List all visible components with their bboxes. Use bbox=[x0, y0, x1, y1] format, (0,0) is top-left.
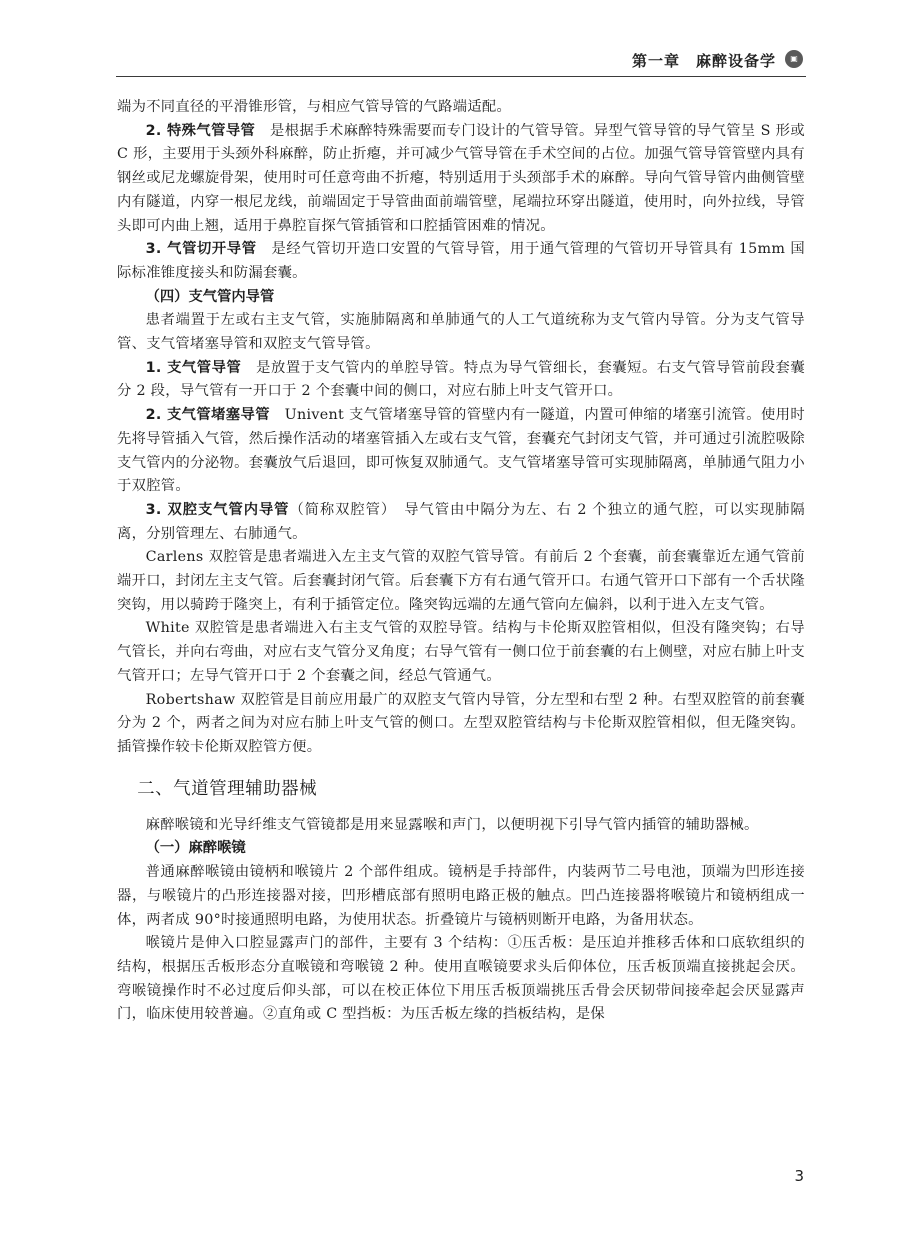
paragraph: 喉镜片是伸入口腔显露声门的部件，主要有 3 个结构：①压舌板：是压迫并推移舌体和口底软组织的结构，根据压舌板形态分直喉镜和弯喉镜 2 种。使用直喉镜要求头后仰体位，压舌板顶端直接挑起会厌。弯喉镜操作时不必过度后仰头部，可以在校正体位下用压舌板顶端挑压舌骨会厌韧带间接牵起会厌显露声门，临床使用较普遍。②直角或 C 型挡板：为压舌板左缘的挡板结构，是保 bbox=[117, 935, 805, 1023]
chapter-title: 第一章 麻醉设备学 bbox=[631, 52, 776, 70]
item-heading-note: （简称双腔管） bbox=[289, 501, 389, 518]
paragraph bbox=[117, 357, 805, 404]
item-heading: 2. 支气管堵塞导管 bbox=[145, 407, 270, 424]
paragraph: Robertshaw 双腔管是目前应用最广的双腔支气管内导管，分左型和右型 2 种。右型双腔管的前套囊分为 2 个，两者之间为对应右肺上叶支气管的侧口。左型双腔管结构与卡伦斯双腔管相似，但无隆突钩。插管操作较卡伦斯双腔管方便。 bbox=[117, 691, 805, 755]
item-heading: 1. 支气管导管 bbox=[145, 359, 242, 376]
section-heading: 二、气道管理辅助器械 bbox=[137, 778, 318, 799]
subsection-heading: （四）支气管内导管 bbox=[145, 288, 275, 305]
paragraph bbox=[117, 499, 805, 546]
paragraph bbox=[117, 120, 805, 239]
paragraph: 麻醉喉镜和光导纤维支气管镜都是用来显露喉和声门，以便明视下引导气管内插管的辅助器械。 bbox=[145, 816, 759, 833]
paragraph-text: 是放置于支气管内的单腔导管。特点为导气管细长，套囊短。右支气管导管前段套囊分 2 段，导气管有一开口于 2 个套囊中间的侧口，对应右肺上叶支气管开口。 bbox=[117, 359, 805, 400]
paragraph: 患者端置于左或右主支气管，实施肺隔离和单肺通气的人工气道统称为支气管内导管。分为支气管导管、支气管堵塞导管和双腔支气管导管。 bbox=[117, 312, 805, 353]
paragraph-text: 是经气管切开造口安置的气管导管，用于通气管理的气管切开导管具有 15mm 国际标准锥度接头和防漏套囊。 bbox=[117, 241, 806, 281]
paragraph-text: Univent 支气管堵塞导管的管壁内有一隧道，内置可伸缩的堵塞引流管。使用时先将导管插入气管，然后操作活动的堵塞管插入左或右支气管，套囊充气封闭支气管，并可通过引流腔吸除支气管内的分泌物。套囊放气后退回，即可恢复双肺通气。支气管堵塞导管可实现肺隔离，单肺通气阻力小于双腔管。 bbox=[117, 407, 805, 495]
paragraph: 普通麻醉喉镜由镜柄和喉镜片 2 个部件组成。镜柄是手持部件，内装两节二号电池，顶端为凹形连接器，与喉镜片的凸形连接器对接，凹形槽底部有照明电路正极的触点。凹凸连接器将喉镜片和镜柄组成一体，两者成 90°时接通照明电路，为使用状态。折叠镜片与镜柄则断开电路，为备用状态。 bbox=[117, 864, 805, 928]
subsection-heading: （一）麻醉喉镜 bbox=[145, 840, 246, 857]
paragraph-text: 导气管由中隔分为左、右 2 个独立的通气腔，可以实现肺隔离，分别管理左、右肺通气。 bbox=[117, 501, 806, 542]
paragraph: Carlens 双腔管是患者端进入左主支气管的双腔气管导管。有前后 2 个套囊，前套囊靠近左通气管前端开口，封闭左主支气管。后套囊封闭气管。后套囊下方有右通气管开口。右通气管开口下部有一个舌状隆突钩，用以骑跨于隆突上，有利于插管定位。隆突钩远端的左通气管向左偏斜，以利于进入左支气管。 bbox=[117, 549, 805, 613]
paragraph bbox=[117, 238, 805, 285]
paragraph: White 双腔管是患者端进入右主支气管的双腔导管。结构与卡伦斯双腔管相似，但没有隆突钩；右导气管长，并向右弯曲，对应右支气管分叉角度；右导气管有一侧口位于前套囊的右上侧壁，对应右肺上叶支气管开口；左导气管开口于 2 个套囊之间，经总气管通气。 bbox=[117, 620, 805, 684]
item-heading: 3. 气管切开导管 bbox=[145, 241, 257, 258]
paragraph: 端为不同直径的平滑锥形管，与相应气管导管的气路端适配。 bbox=[117, 99, 512, 115]
running-header bbox=[116, 44, 806, 77]
paragraph bbox=[117, 404, 805, 499]
page-number: 3 bbox=[794, 1167, 804, 1185]
item-heading: 3. 双腔支气管内导管 bbox=[145, 501, 290, 518]
item-heading: 2. 特殊气管导管 bbox=[145, 122, 256, 139]
paragraph-text: 是根据手术麻醉特殊需要而专门设计的气管导管。异型气管导管的导气管呈 S 形或 C 形，主要用于头颈外科麻醉，防止折瘪，并可减少气管导管在手术空间的占位。加强气管导管管壁内具有钢丝或尼龙螺旋骨架，使用时可任意弯曲不折瘪，特别适用于头颈部手术的麻醉。导向气管导管内曲侧管壁内有隧道，内穿一根尼龙线，前端固定于导管曲面前端管壁，尾端拉环穿出隧道，使用时，向外拉线，导管头即可内曲上翘，适用于鼻腔盲探气管插管和口腔插管困难的情况。 bbox=[117, 122, 805, 234]
chapter-badge-icon: ▣ bbox=[785, 50, 803, 68]
page-body bbox=[117, 96, 805, 1027]
